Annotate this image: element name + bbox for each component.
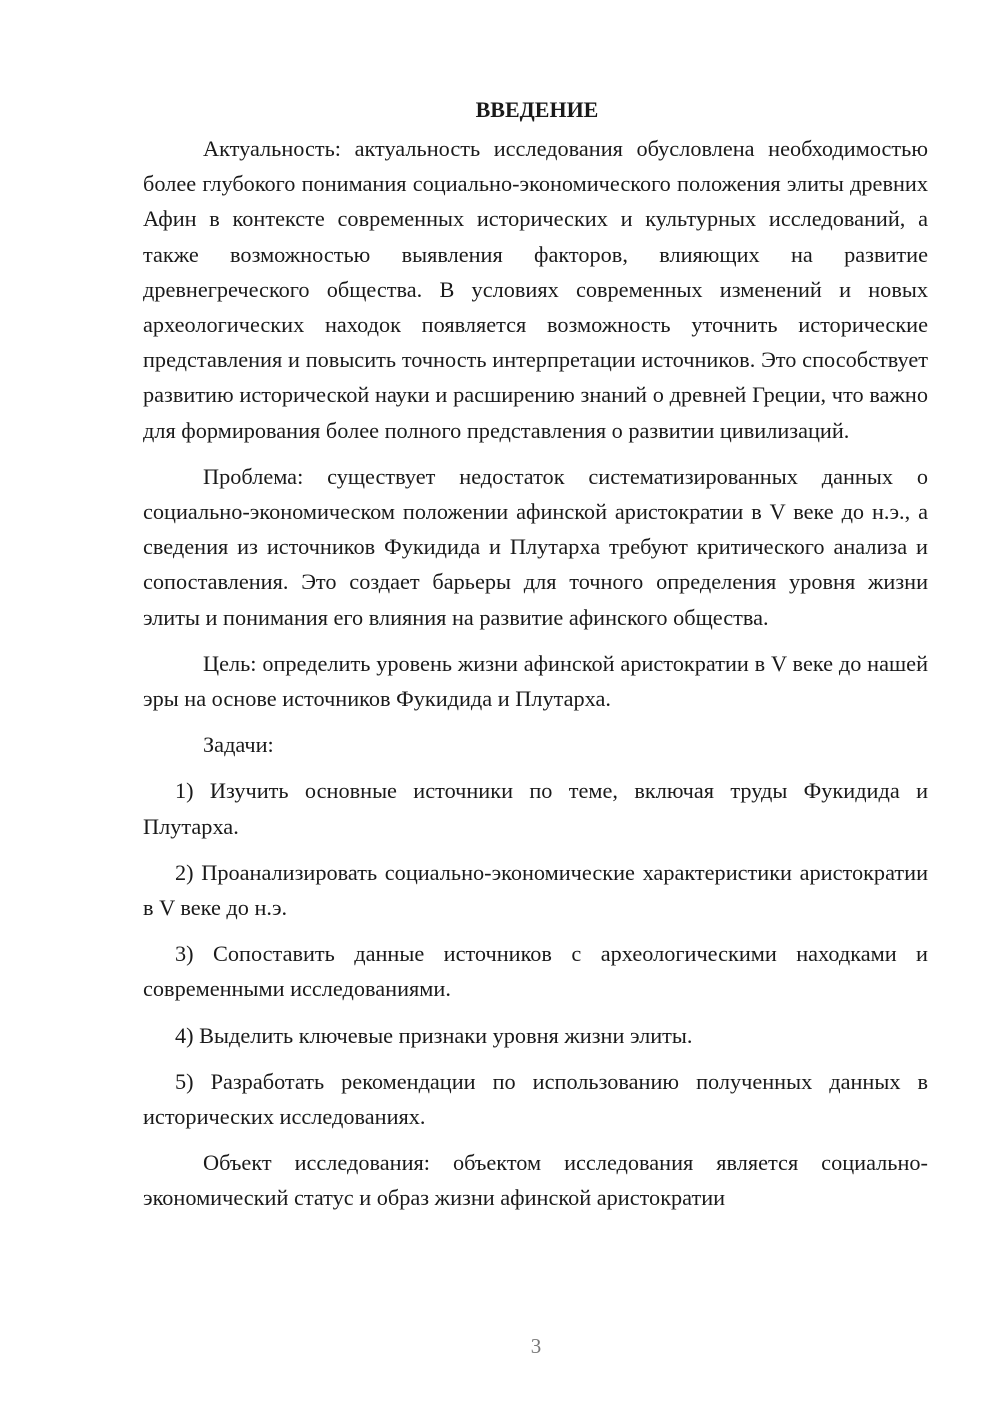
relevance-paragraph: Актуальность: актуальность исследования обусловлена необходимостью более глубокого понимания социально-экономического положения элиты древних Афин в контексте современных исторических и культурных исследований, а также возможностью выявления факторов, влияющих на развитие древнегреческого общества. В условиях современных изменений и новых археологических находок появляется возможность уточнить исторические представления и повысить точность интерпретации источников. Это способствует развитию исторической науки и расширению знаний о древней Греции, что важно для формирования более полного представления о развитии цивилизаций. <box>143 136 928 443</box>
goal-paragraph: Цель: определить уровень жизни афинской аристократии в V веке до нашей эры на основе источников Фукидида и Плутарха. <box>143 650 928 712</box>
object-paragraph: Объект исследования: объектом исследования является социально-экономический статус и образ жизни афинской аристократии <box>143 1150 928 1211</box>
problem-paragraph: Проблема: существует недостаток систематизированных данных о социально-экономическом положении афинской аристократии в V веке до н.э., а сведения из источников Фукидида и Плутарха требуют критического анализа и сопоставления. Это создает барьеры для точного определения уровня жизни элиты и понимания его влияния на развитие афинского общества. <box>143 463 928 630</box>
page-title: ВВЕДЕНИЕ <box>475 97 599 122</box>
page-number: 3 <box>530 1334 542 1358</box>
task-item-5: 5) Разработать рекомендации по использованию полученных данных в исторических исследованиях. <box>143 1068 928 1130</box>
task-item-2: 2) Проанализировать социально-экономические характеристики аристократии в V веке до н.э. <box>143 859 928 921</box>
task-item-4: 4) Выделить ключевые признаки уровня жизни элиты. <box>175 1022 693 1048</box>
task-item-1: 1) Изучить основные источники по теме, включая труды Фукидида и Плутарха. <box>143 778 928 839</box>
task-item-3: 3) Сопоставить данные источников с археологическими находками и современными исследованиями. <box>143 941 928 1002</box>
tasks-heading: Задачи: <box>203 732 274 758</box>
page-body <box>143 95 928 1216</box>
